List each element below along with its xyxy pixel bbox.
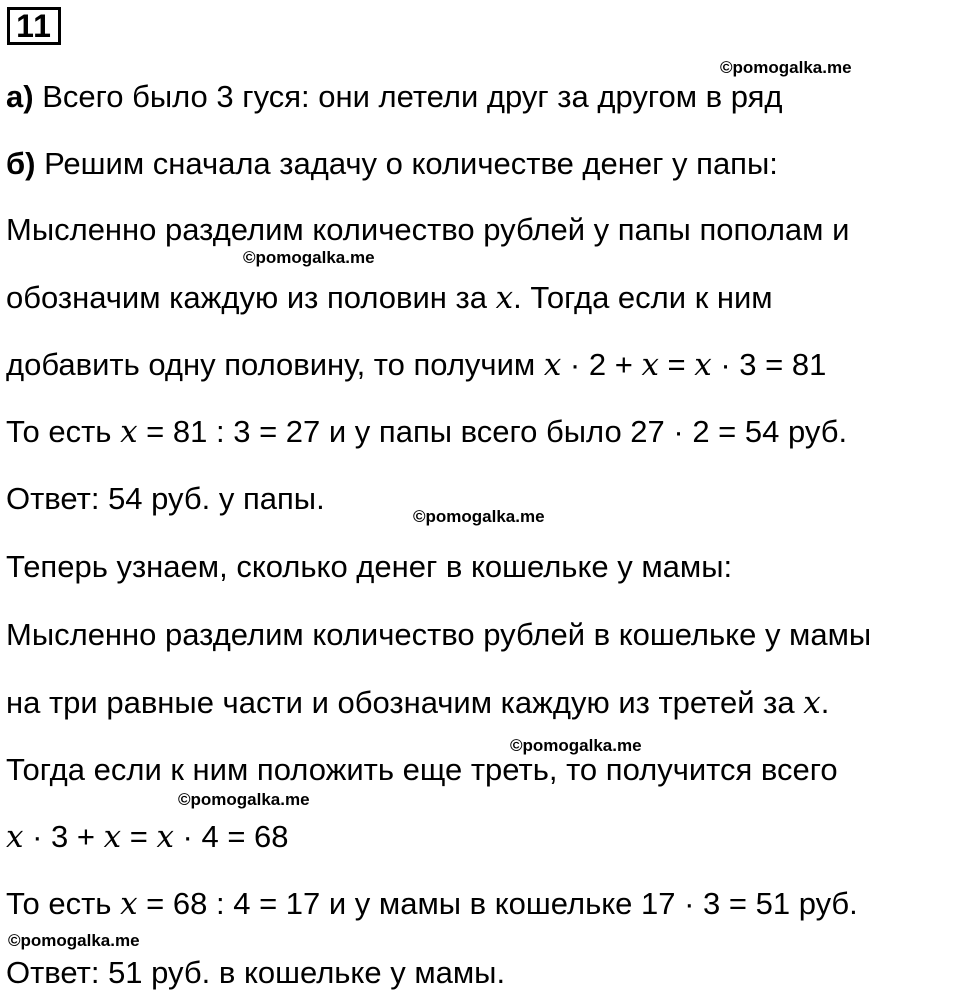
answer-line: Ответ: 51 руб. в кошельке у мамы. (6, 955, 506, 990)
text-line (6, 685, 829, 721)
variable-x: 𝑥 (641, 347, 659, 383)
part-a-line (6, 79, 783, 115)
watermark: ©pomogalka.me (243, 248, 375, 267)
text-fragment: = 68 : 4 = 17 и у мамы в кошельке 17 · 3 = 51 руб. (137, 886, 858, 921)
text-fragment: · 3 + (23, 819, 104, 854)
text-fragment: обозначим каждую из половин за (6, 280, 496, 315)
watermark: ©pomogalka.me (413, 507, 545, 526)
variable-x: 𝑥 (103, 819, 122, 855)
text-fragment: = (658, 347, 695, 382)
text-line: Тогда если к ним положить еще треть, то получится всего (6, 752, 838, 787)
variable-x: 𝑥 (6, 819, 24, 855)
text-fragment: на три равные части и обозначим каждую из третей за (6, 685, 804, 720)
text-fragment: . Тогда если к ним (513, 280, 773, 315)
part-b-line (6, 146, 778, 182)
answer-line: Ответ: 54 руб. у папы. (6, 481, 325, 516)
part-b-text: Решим сначала задачу о количестве денег у папы: (35, 146, 778, 181)
text-fragment: То есть (6, 886, 121, 921)
part-a-label: а) (6, 79, 34, 114)
text-line: Мысленно разделим количество рублей в кошельке у мамы (6, 617, 872, 652)
text-fragment: То есть (6, 414, 121, 449)
text-line (6, 819, 289, 855)
variable-x: 𝑥 (120, 414, 138, 450)
task-number-box: 11 (7, 7, 61, 45)
text-fragment: добавить одну половину, то получим (6, 347, 544, 382)
variable-x: 𝑥 (543, 347, 562, 383)
watermark: ©pomogalka.me (510, 736, 642, 755)
part-b-label: б) (6, 146, 36, 181)
part-a-text: Всего было 3 гуся: они летели друг за другом в ряд (33, 79, 783, 114)
text-line: Мысленно разделим количество рублей у папы пополам и (6, 212, 850, 247)
watermark: ©pomogalka.me (8, 931, 140, 950)
text-fragment: . (820, 685, 830, 720)
text-line (6, 414, 847, 450)
text-line (6, 886, 858, 922)
variable-x: 𝑥 (156, 819, 174, 855)
variable-x: 𝑥 (495, 280, 514, 316)
watermark: ©pomogalka.me (178, 790, 310, 809)
text-fragment: · 3 = 81 (711, 347, 827, 382)
text-fragment: = 81 : 3 = 27 и у папы всего было 27 · 2 = 54 руб. (137, 414, 848, 449)
text-line: Теперь узнаем, сколько денег в кошельке у мамы: (6, 549, 733, 584)
text-fragment: · 4 = 68 (173, 819, 289, 854)
text-fragment: = (121, 819, 157, 854)
text-line (6, 280, 773, 316)
text-line (6, 347, 826, 383)
text-fragment: · 2 + (561, 347, 642, 382)
watermark: ©pomogalka.me (720, 58, 852, 77)
variable-x: 𝑥 (803, 685, 821, 721)
variable-x: 𝑥 (694, 347, 712, 383)
variable-x: 𝑥 (120, 886, 138, 922)
